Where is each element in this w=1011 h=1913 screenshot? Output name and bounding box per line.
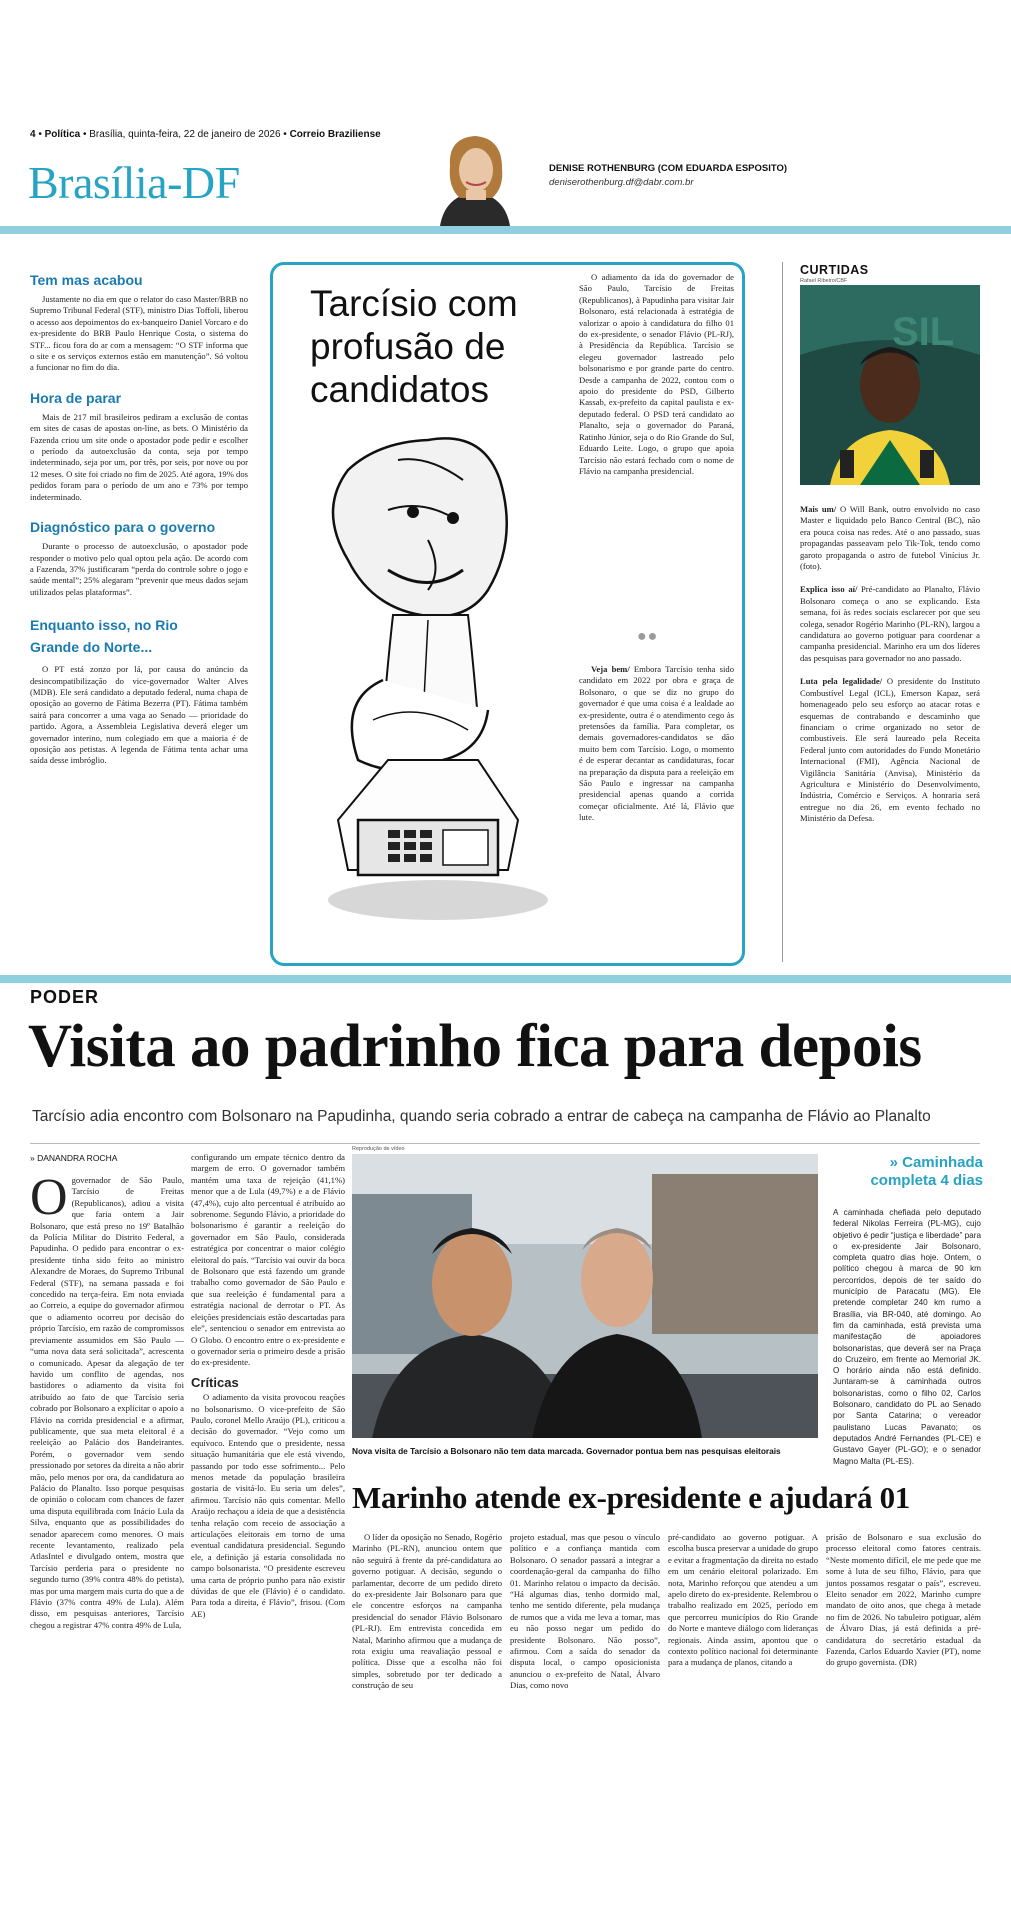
section-name: Política — [44, 129, 81, 140]
article2-col-3-text: pré-candidato ao governo potiguar. A escolha busca preservar a unidade do grupo e evitar a fragmentação da direita no estado em um cenário eleitoral polarizado. Em nota, Marinho reforçou que atendeu a um apelo direto do ex-presidente. Relembrou o trabalho realizado em 2025, período em que percorreu municípios do Rio Grande do Norte e manteve diálogo com lideranças regionais. Ainda assim, apontou que o contexto político nacional foi determinante para a mudança de planos, citando a — [668, 1532, 818, 1668]
author-portrait — [420, 126, 530, 226]
curtida-text: Pré-candidato ao Planalto, Flávio Bolsonaro começa o ano se explicando. Esta semana, foi às redes sociais esclarecer por que seu colega, senador Rogério Marinho (PL-RN), largou a candidatura ao governo potiguar para coordenar a campanha presidencial. Marinho era um dos líderes das pesquisas para governador no ano passado. — [800, 584, 980, 663]
main-note-dots: ●● — [637, 628, 659, 645]
main-note-title: Tarcísio com profusão de candidatos — [310, 283, 518, 410]
main-note-paragraph-2: Embora Tarcísio tenha sido candidato em 2022 por obra e graça de Bolsonaro, o que se diz no grupo do governador é que uma coisa é a lealdade ao ex-presidente, outra é o atendimento cego às pretensões da família. Para completar, os demais governadores-candidatos se dão muito bem com Tarcísio. Logo, o momento é de esperar decantar as candidaturas, focar na preparação da disputa para a reeleição em São Paulo e ingressar na campanha presidencial apenas quando a corrida começar oficialmente. Até lá, Flávio que lute. — [579, 664, 734, 823]
article-col-2-text: configurando um empate técnico dentro da margem de erro. O governador também mantém uma taxa de rejeição (41,1%) menor que a de Lula (49,7%) e a de Flávio (47,4%), cujo alto percentual é atribuído ao sobrenome. Segundo Flávio, a prioridade do bolsonarismo é garantir a reeleição do governador em São Paulo, considerada estratégica por concentrar o maior colégio eleitoral do país. “Tarcísio vai ouvir da boca de Bolsonaro que está fazendo um grande trabalho como governador de São Paulo e que sua reeleição é fundamental para a estratégia nacional de derrotar o PT. As eleições presidenciais estão descartadas para ele”, sentenciou o senador em entrevista ao O Globo. O encontro entre o ex-presidente e o governador seria o primeiro desde a prisão do ex-presidente. — [191, 1152, 345, 1368]
article-col-2-text-b: O adiamento da visita provocou reações no bolsonarismo. O vice-prefeito de São Paulo, coronel Mello Araújo (PL), criticou a decisão do governador. “Vejo como um equívoco. Entendo que o presidente, nessa situação humanitária que ele está vivendo, passando por todo esse sofrimento... Pelo menos metade da população brasileira gostaria de visitá-lo. Eu seria um deles”, afirmou. Tarcísio não quis comentar. Mello Araújo rechaçou a ideia de que a desistência tenha relação com receio de associação a articulações eleitorais em torno de uma eventual candidatura presidencial. Segundo ele, a definição já estaria consolidada no campo bolsonarista. “O presidente escreveu uma carta de próprio punho para não existir dúvidas de que ele (Flávio) é o candidato. Para toda a direita, é Flávio”, frisou. (Com AE) — [191, 1392, 345, 1619]
article-subhead: Tarcísio adia encontro com Bolsonaro na Papudinha, quando seria cobrado a entrar de cabeça na campanha de Flávio ao Planalto — [32, 1108, 931, 1125]
svg-text:SIL: SIL — [892, 310, 955, 354]
note-title: Tem mas acabou — [30, 272, 143, 288]
article-subtitle: Críticas — [191, 1374, 239, 1390]
curtidas-credit: Rafael Ribeiro/CBF — [800, 278, 848, 284]
article2-col-1 — [352, 1532, 502, 1692]
note-title: Diagnóstico para o governo — [30, 519, 216, 536]
article2-col-2 — [510, 1532, 660, 1692]
main-note-text — [579, 272, 734, 477]
note-title: Hora de parar — [30, 389, 122, 406]
dropcap: O — [30, 1169, 68, 1226]
main-note-paragraph-1: O adiamento da ida do governador de São Paulo, Tarcísio de Freitas (Republicanos), à Papudinha para visitar Jair Bolsonaro, está relacionada à estratégia de valorizar o apoio à candidatura do filho 01 do ex-presidente, o senador Flávio (PL-RJ), à Presidência da República. Tarcísio se elegeu governador lastreado pelo bolsonarismo e por grande parte do centro. Desde a campanha de 2022, contou com o apoio do presidente do PSD, Gilberto Kassab, ex-prefeito da capital paulista e ex-deputado federal. O PSD terá candidato ao Planalto, seja o governador do Paraná, Ratinho Júnior, seja o do Rio Grande do Sul, Eduardo Leite. Logo, o grupo que apoia Tarcísio não estará fechado com o nome de Flávio na campanha presidencial. — [579, 272, 734, 476]
newspaper-name: Correio Braziliense — [289, 129, 381, 140]
curtida-lead: Luta pela legalidade/ — [800, 676, 883, 687]
article-top-rule — [30, 1143, 980, 1144]
note-text: O PT está zonzo por lá, por causa do anúncio da desincompatibilização do vice-governador Walter Alves (MDB). Ele será candidato a deputado federal, numa chapa de oposição ao governo de Fátima Bezerra (PT). Fátima também sairá para concorrer a uma vaga ao Senado — prioridade do partido. Agora, a Assembleia Legislativa deverá eleger um governador interino, num colegiado em que a maioria é de oposição aos petistas. A legenda de Fátima tenta achar uma saída desse imbróglio. — [30, 664, 248, 766]
header-band — [0, 226, 1011, 234]
article2-col-1-text: O líder da oposição no Senado, Rogério Marinho (PL-RN), anunciou ontem que não seguirá à frente da pré-candidatura ao governo potiguar. A decisão, segundo o parlamentar, decorre de um pedido direto do ex-presidente Jair Bolsonaro para que ele concentre esforços na campanha presidencial do senador Flávio Bolsonaro (PL-RJ). Em entrevista concedida em Natal, Marinho afirmou que a mudança de rota exigiu uma reavaliação pessoal e política. Disse que a escolha não foi simples, sobretudo por ter dedicado a construção de seu — [352, 1532, 502, 1691]
author-email[interactable]: deniserothenburg.df@dabr.com.br — [549, 177, 694, 188]
article-headline: Visita ao padrinho fica para depois — [28, 1013, 922, 1080]
curtidas-column — [782, 262, 783, 962]
article-col-1-text: governador de São Paulo, Tarcísio de Freitas (Republicanos), adiou a visita que faria ontem a Jair Bolsonaro, que está preso no 19º Batalhão da Polícia Militar do Distrito Federal, a Papudinha. O pedido para encontrar o ex-presidente tinha sido feito ao ministro Alexandre de Moraes, do Supremo Tribunal Federal (STF), na semana passada e foi concedido na terça-feira. Em nota enviada ao Correio, a equipe do governador afirmou que o adiamento ocorreu por decisão do próprio Tarcísio, em razão de compromissos previamente assumidos em São Paulo — “uma nova data será solicitada”, acrescenta o comunicado. Apesar da alegação de ter havido um conflito de agendas, nos bastidores o adiamento da visita foi atribuído ao fato de que Tarcísio seria cobrado por Bolsonaro a explicitar o apoio a Flávio na corrida presidencial e a afirmar, publicamente, que sua meta eleitoral é a reeleição ao Palácio dos Bandeirantes. Porém, o governador vem sendo pressionado por setores da direita a não abrir mão, pelo menos por ora, da candidatura ao Palácio do Planalto. Isso porque pesquisas de opinião o colocam com chances de fazer uma disputa equilibrada com Inácio Lula da Silva, enquanto que as possibilidades do senador aparecem como menores. O mais recente levantamento, realizado pela AtlasIntel e divulgado ontem, mostra que Tarcísio perderia para o presidente no segundo turno (39% contra 48% do petista), mas por uma margem mais curta do que a de Flávio (37% contra 49% de Lula). Além disso, em pesquisas anteriores, Tarcísio chegou a registrar 47% contra 49% de Lula, — [30, 1175, 184, 1630]
article2-col-4 — [826, 1532, 981, 1669]
curtida-lead: Explica isso aí/ — [800, 584, 858, 595]
main-note-text-2 — [579, 664, 734, 824]
article2-col-3 — [668, 1532, 818, 1669]
article-byline: » DANANDRA ROCHA — [30, 1153, 118, 1163]
page-number: 4 — [30, 129, 36, 140]
article-col-2 — [191, 1152, 345, 1620]
dateline: Brasília, quinta-feira, 22 de janeiro de 2026 — [89, 129, 281, 140]
note-text: Justamente no dia em que o relator do caso Master/BRB no Supremo Tribunal Federal (STF), ministro Dias Toffoli, liberou o acesso aos depoimentos do ex-banqueiro Daniel Vorcaro e do ex-presidente do BRB Paulo Henrique Costa, o sistema do STF... ficou fora do ar com a mensagem: “O STF informa que o site e os serviços externos estão em manutenção”. Só voltou a funcionar no fim do dia. — [30, 294, 248, 373]
left-notes-column — [30, 272, 248, 767]
article-col-1 — [30, 1169, 184, 1631]
article2-headline: Marinho atende ex-presidente e ajudará 01 — [352, 1480, 910, 1515]
photo-credit: Reprodução de vídeo — [352, 1146, 405, 1152]
sidebar-text: A caminhada chefiada pelo deputado federal Nikolas Ferreira (PL-MG), cujo objetivo é pedir “justiça e liberdade” para o ex-presidente Jair Bolsonaro, completa quatro dias hoje. Ontem, o político chegou à marca de 90 km percorridos, depois de ter saído do município de Paracatu (MG). Ele pretende completar 240 km rumo a Brasília, via BR-040, até domingo. Ao fim da caminhada, está prevista uma manifestação de apoiadores bolsonaristas, que deverá ser na Praça do Cruzeiro, em frente ao Memorial JK. O horário ainda não está definido. Juntaram-se à caminhada outros bolsonaristas, como o filho 02, Carlos Bolsonaro, candidato do PL ao Senado por Santa Catarina; o vereador paulistano Lucas Pavanato; os deputados André Fernandes (PL-CE) e Gustavo Gayer (PL-GO); e o senador Magno Malta (PL-ES). — [833, 1208, 981, 1466]
note-text: Mais de 217 mil brasileiros pediram a exclusão de contas em sites de casas de apostas on-line, as bets. O Ministério da Fazenda criou um site onde o apostador pode pedir e escolher o período da autoexclusão da conta, seja por tempo indeterminado, seja por um, por três, por seis, por nove ou por 12 meses. O site foi criado no fim de 2025. Até agora, 19% dos pedidos foram para o período de um ano e 73% por tempo indeterminado. — [30, 411, 248, 502]
curtida-lead: Mais um/ — [800, 504, 837, 514]
curtidas-photo — [800, 285, 980, 485]
main-note-lead: Veja bem/ — [591, 664, 630, 674]
sidebar-title: » Caminhada completa 4 dias — [870, 1154, 983, 1189]
article-kicker: PODER — [30, 987, 100, 1007]
curtidas-items — [800, 504, 980, 825]
column-title: Brasília-DF — [28, 157, 240, 208]
divider-band — [0, 975, 1011, 983]
curtida-text: O presidente do Instituto Combustível Legal (ICL), Emerson Kapaz, será homenageado pelo seu esforço ao atacar rotas e esquemas de contrabando e descaminho que financiam o crime organizado no setor de combustíveis. Ele será laureado pela Receita Federal junto com autoridades do Fundo Monetário Internacional (FMI), Agência Nacional de Vigilância Sanitária (Anvisa), Ministério da Agricultura e Ministério do Desenvolvimento, Indústria, Comércio e Serviços. A honraria será entregue no dia 26, em evento fechado no Ministério da Defesa. — [800, 676, 980, 824]
article2-col-4-text: prisão de Bolsonaro e sua exclusão do processo eleitoral como fatores centrais. “Neste momento difícil, ele me pede que me some à luta de seu filho, Flávio, para que juntos possamos resgatar o país”, escreveu. Eleito senador em 2022, Marinho cumpre mandato de oito anos, que chega à metade no fim de 2026. No tabuleiro potiguar, além de Álvaro Dias, já está definida a pré-candidatura do secretário estadual da Fazenda, Carlos Eduardo Xavier (PT), nome do grupo governista. (DR) — [826, 1532, 981, 1668]
curtidas-title: CURTIDAS — [800, 263, 869, 277]
note-text: Durante o processo de autoexclusão, o apostador pode responder o motivo pelo qual optou pela ação. De acordo com a Fazenda, 37% justificaram “perda do controle sobre o jogo e saúde mental”; 25% alegaram “prevenir que meus dados sejam utilizados pelas plataformas”. — [30, 541, 248, 597]
page-folio: 4 • Política • Brasília, quinta-feira, 22 de janeiro de 2026 • Correio Braziliense — [30, 129, 381, 140]
caricature-illustration — [278, 420, 578, 960]
photo-caption: Nova visita de Tarcísio a Bolsonaro não tem data marcada. Governador pontua bem nas pesquisas eleitorais — [352, 1446, 781, 1456]
note-title: Enquanto isso, no Rio Grande do Norte... — [30, 617, 178, 656]
author-name: DENISE ROTHENBURG (COM EDUARDA ESPOSITO) — [549, 163, 788, 174]
article-photo — [352, 1154, 818, 1438]
article2-col-2-text: projeto estadual, mas que pesou o vínculo político e a confiança mantida com Bolsonaro. O senador passará a integrar a coordenação-geral da campanha do filho 01. Marinho relatou o impacto da decisão. “Há algumas dias, tenho dormido mal, tenho me sentido diferente, pela mudança de rumos que a vida me leva a tomar, mas eu não posso negar um pedido do presidente Bolsonaro. Não posso”, afirmou. Com a saída do senador da disputa local, o campo oposicionista anunciou o ex-prefeito de Natal, Álvaro Dias, como novo — [510, 1532, 660, 1691]
curtida-text: O Will Bank, outro envolvido no caso Master e liquidado pelo Banco Central (BC), não era pouca coisa nas redes. Até o ano passado, suas propagandas passeavam pelo Tik-Tok, tendo como garoto propaganda o astro de futebol Vinícius Jr. (foto). — [800, 504, 980, 572]
